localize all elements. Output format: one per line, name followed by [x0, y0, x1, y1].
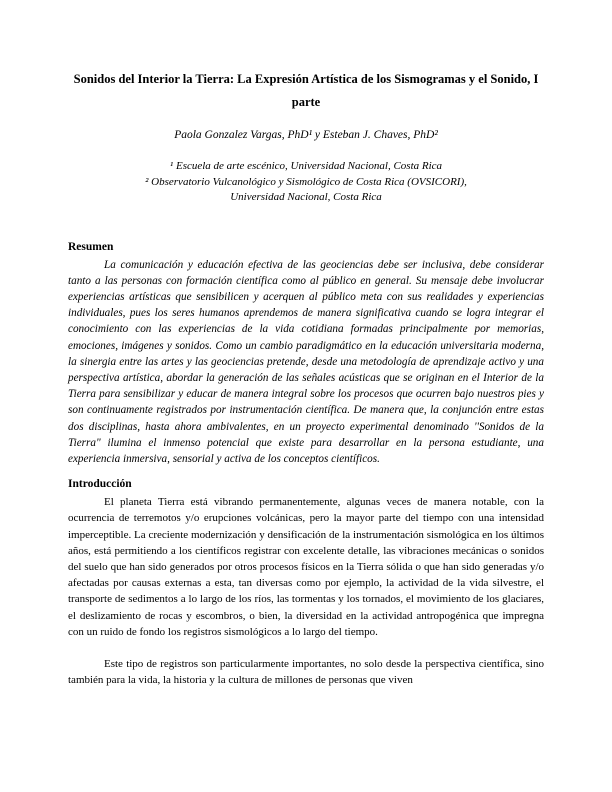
paper-title: Sonidos del Interior la Tierra: La Expresión Artística de los Sismogramas y el Sonido, I parte — [73, 72, 539, 109]
affiliation-line-3: Universidad Nacional, Costa Rica — [230, 191, 382, 203]
section-heading-resumen: Resumen — [68, 240, 114, 253]
section-heading-introduccion: Introducción — [68, 478, 132, 491]
abstract-paragraph: La comunicación y educación efectiva de las geociencias debe ser inclusiva, debe considerar tanto a las personas con formación científica como al público en general. Su mensaje debe involucrar experiencias artísticas que sensibilicen y acerquen al público meta con sus realidades y experiencias individuales, pues los seres humanos aprendemos de manera significativa cuando se logra integrar el conocimiento con las experiencias de la vida cotidiana formadas principalmente por memorias, emociones, imágenes y sonidos. Como un cambio paradigmático en la educación universitaria moderna, la sinergia entre las artes y las geociencias pretende, desde una metodología de aprendizaje activo y una perspectiva artística, abordar la generación de las señales acústicas que se originan en el Interior de la Tierra para sensibilizar y educar de manera integral sobre los procesos que ocurren bajo nuestros pies y son continuamente registrados por instrumentación científica. De manera que, la conjunción entre estas dos disciplinas, hasta ahora ambivalentes, en un proyecto experimental denominado ''Sonidos de la Tierra" ilumina el inmenso potencial que existe para desarrollar en la persona estudiante, una experiencia inmersiva, sensorial y activa de los conceptos científicos. — [68, 258, 544, 465]
affiliations-block — [68, 159, 544, 206]
authors-line: Paola Gonzalez Vargas, PhD¹ y Esteban J. Chaves, PhD² — [174, 129, 438, 141]
affiliation-line-1: ¹ Escuela de arte escénico, Universidad Nacional, Costa Rica — [169, 160, 443, 172]
intro-paragraph-2: Este tipo de registros son particularmente importantes, no solo desde la perspectiva científica, sino también para la vida, la historia y la cultura de millones de personas que viven — [68, 657, 544, 687]
affiliation-line-2: ² Observatorio Vulcanológico y Sismológico de Costa Rica (OVSICORI), — [145, 175, 467, 188]
intro-paragraph-1: El planeta Tierra está vibrando permanentemente, algunas veces de manera notable, con la ocurrencia de terremotos y/o erupciones volcánicas, pero la mayor parte del tiempo con una intensidad imperceptible. La creciente modernización y densificación de la instrumentación sismológica en los últimos años, está permitiendo a los científicos registrar con excelente detalle, las vibraciones mecánicas o sonidos del suelo que han sido generados por otros procesos físicos en la Tierra sólida o que han sido generadas y/o afectadas por causas externas a esta, tan diversas como por ejemplo, la actividad de la vida silvestre, el transporte de sedimentos a lo largo de los ríos, las tormentas y los tornados, el movimiento de los glaciares, el deslizamiento de rocas y escombros, o bien, la diversidad en la actividad antropogénica que impregna con un ruido de fondo los registros sismológicos a lo largo del tiempo. — [68, 496, 544, 638]
